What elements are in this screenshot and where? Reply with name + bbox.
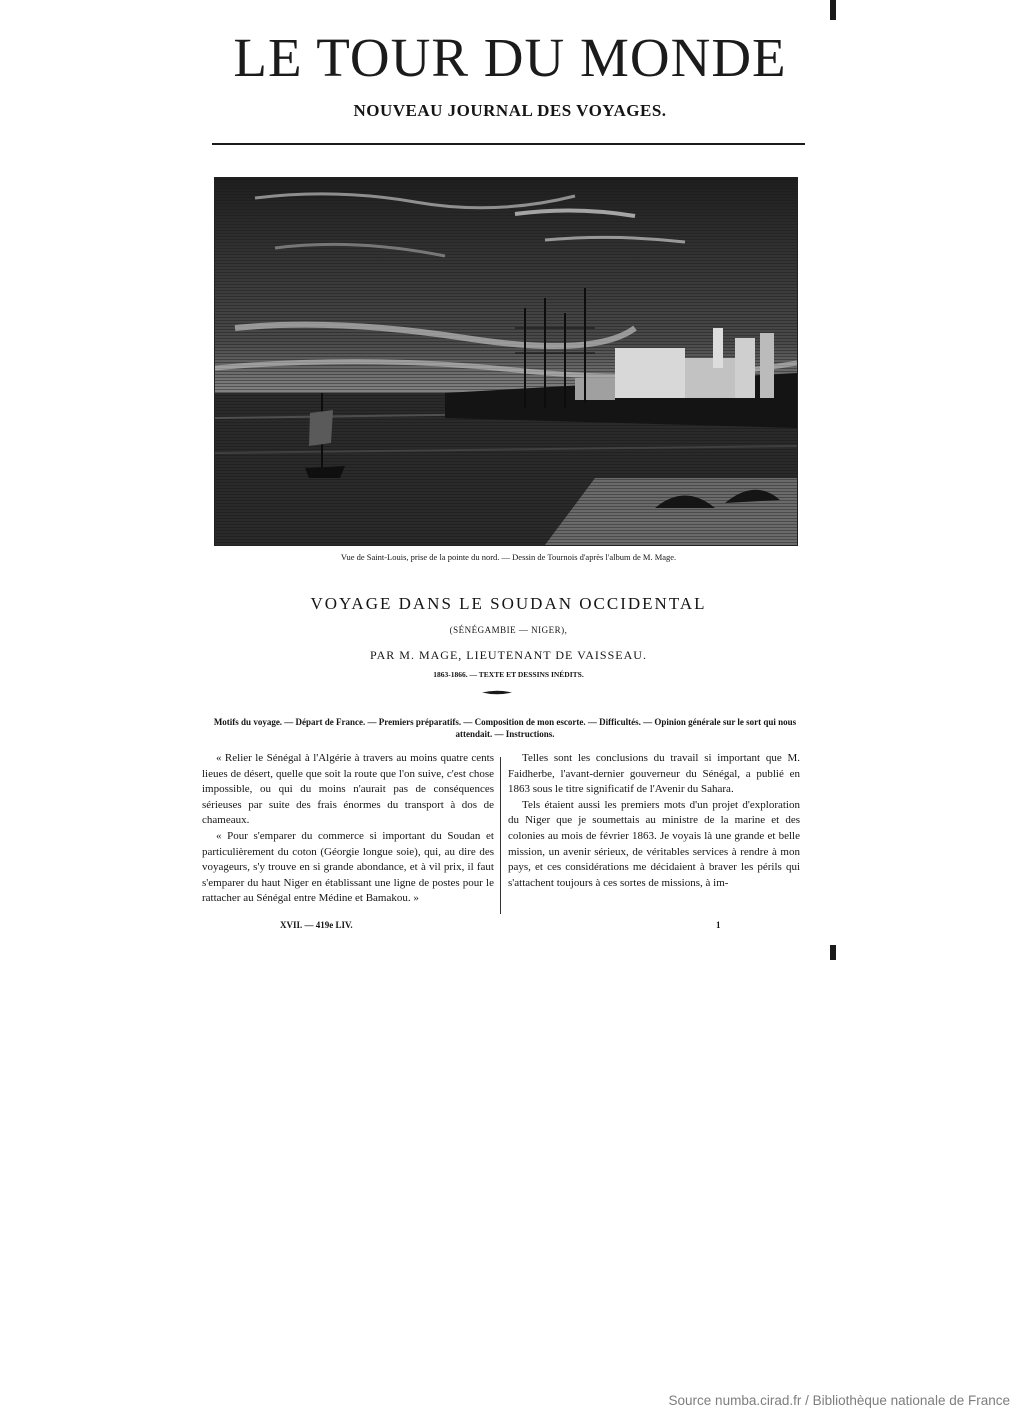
article-dates: 1863-1866. — TEXTE ET DESSINS INÉDITS. <box>433 670 584 679</box>
body-paragraph: Tels étaient aussi les premiers mots d'un projet d'exploration du Niger que je soumettais au ministre de la marine et des colonies au mois de février 1863. Je voyais là une grande et belle mission, un avenir sérieux, de véritables services à rendre à mon pays, et ces considérations me décidaient à braver les périls qui s'attachent toujours à ces sortes de missions, à im- <box>508 798 800 889</box>
body-paragraph: « Pour s'emparer du commerce si important du Soudan et particulièrement du coton (Géorgie longue soie), qui, au dire des voyageurs, s'y trouve en si grande abondance, et à vil prix, il faut s'emparer du haut Niger en établissant une ligne de postes pour le rattacher au Sénégal entre Médine et Bamakou. » <box>202 829 494 905</box>
article-region: (SÉNÉGAMBIE — NIGER), <box>449 625 568 635</box>
source-credit: Source numba.cirad.fr / Bibliothèque nationale de France <box>668 1393 1010 1408</box>
article-title: VOYAGE DANS LE SOUDAN OCCIDENTAL <box>310 594 707 613</box>
body-column-left <box>202 751 494 907</box>
ornament-dash <box>482 690 512 695</box>
body-paragraph: « Relier le Sénégal à l'Algérie à travers au moins quatre cents lieues de désert, quelle que soit la route que l'on suive, c'est chose impossible, ou qui du moins n'aurait pas de conséquences sérieuses par suite des frais énormes du transport à dos de chameaux. <box>202 752 494 827</box>
article-author: PAR M. MAGE, LIEUTENANT DE VAISSEAU. <box>370 648 647 662</box>
journal-title: LE TOUR DU MONDE <box>233 27 787 88</box>
header-rule <box>212 143 805 145</box>
body-column-right <box>508 751 800 891</box>
column-divider <box>500 757 501 914</box>
page-edge-mark <box>830 945 836 960</box>
chapter-summary: Motifs du voyage. — Départ de France. — Premiers préparatifs. — Composition de mon escorte. — Difficultés. — Opinion générale sur le sort qui nous attendait. — Instructions. <box>213 717 797 739</box>
journal-subtitle: NOUVEAU JOURNAL DES VOYAGES. <box>353 101 667 120</box>
body-paragraph: Telles sont les conclusions du travail si important que M. Faidherbe, l'avant-dernier gouverneur du Sénégal, a publié en 1863 sous le titre significatif de l'Avenir du Sahara. <box>508 752 800 796</box>
saint-louis-engraving <box>214 177 798 546</box>
illustration-caption: Vue de Saint-Louis, prise de la pointe du nord. — Dessin de Tournois d'après l'album de M. Mage. <box>340 552 677 562</box>
folio-page-number: 1 <box>716 920 721 930</box>
page-edge-mark <box>830 0 836 20</box>
folio-volume: XVII. — 419e LIV. <box>280 920 353 930</box>
